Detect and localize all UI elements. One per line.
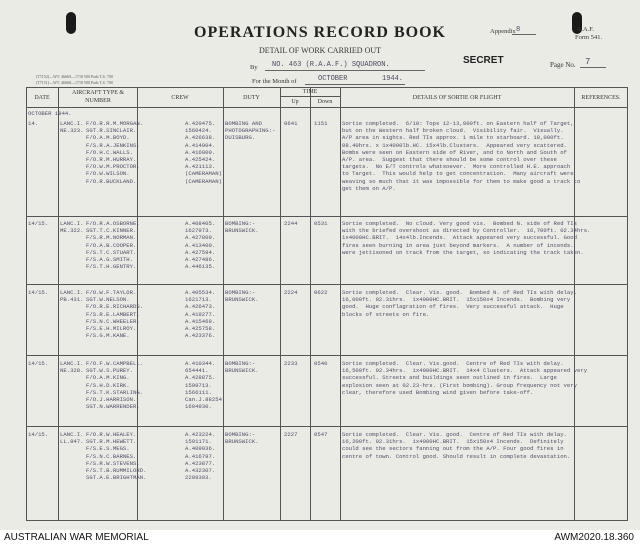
header-references: REFERENCES.: [581, 95, 621, 101]
header-time: TIME: [302, 89, 318, 95]
time-subheader-rule: [280, 96, 340, 97]
month-heading: OCTOBER 1944.: [28, 110, 72, 117]
entry-time-up: 0641: [284, 120, 298, 127]
header-duty: DUTY: [243, 95, 260, 101]
entry-duty: BOMBING:- BRUNSWICK.: [225, 289, 259, 304]
entry-rule-3: [26, 355, 628, 356]
entry-time-down: 0531: [314, 220, 328, 227]
page-underline: [580, 67, 606, 68]
entry-aircraft: LANC.I. NE.323.: [60, 120, 84, 135]
month-value: OCTOBER: [318, 75, 348, 83]
entry-crew: F/O.R.A.OSBORNE. SGT.T.C.KINNER. F/S.R.M.NORMAN. F/O.A.B.COOPER. F/S.T.C.STUART. F/S.A.G.SMITH. F/S.T.H.GENTRY.: [86, 220, 140, 271]
entry-time-up: 2233: [284, 360, 298, 367]
entry-time-up: 2227: [284, 431, 298, 438]
raf-label: R.A.F.: [577, 26, 594, 33]
entry-service-numbers: A.410344. 654441. A.428875. 1599713. 1566111. Can.J.88254. 1604930.: [185, 360, 226, 411]
header-aircraft: AIRCRAFT TYPE & NUMBER: [71, 90, 125, 104]
entry-duty: BOMBING:- BRUNSWICK.: [225, 220, 259, 235]
entry-date: 14/15.: [28, 431, 49, 438]
classification-stamp: SECRET: [463, 55, 504, 66]
entry-crew: F/O.F.W.CAMPBELL. SGT.W.S.PUREY. F/O.A.M.KING. F/S.H.D.KIRK. F/S.T.K.STARLING. F/O.J.HARRISON. SGT.N.WARRENDER.: [86, 360, 144, 411]
entry-crew: F/O.R.R.M.MORGAN. SGT.R.SINCLAIR. F/O.A.M.BOYD. F/S.R.A.JENKINS. F/O.H.C.WALLS. F/O.R.M.HURRAY. F/O.W.M.PROCTOR. F/O.W.WILSON. F/O.R.BUCKLAND.: [86, 120, 144, 185]
entry-aircraft: LANC.I. PB.431.: [60, 289, 84, 304]
archive-credit: AUSTRALIAN WAR MEMORIAL: [4, 532, 149, 543]
page-number: 7: [585, 57, 591, 67]
entry-time-up: 2244: [284, 220, 298, 227]
entry-crew: F/O.W.F.TAYLOR. SGT.W.NELSON. F/O.R.E.RICHARDS. F/S.R.E.LAMBERT. F/S.N.C.WHEELER. F/S.E.H.MILROY. F/S.G.M.KANE.: [86, 289, 144, 340]
document-subtitle: DETAIL OF WORK CARRIED OUT: [258, 46, 382, 55]
form-number: Form 541.: [575, 34, 603, 41]
document-title: OPERATIONS RECORD BOOK: [194, 24, 446, 41]
header-down: Down: [317, 99, 333, 105]
page-label: Page No.: [550, 61, 576, 69]
entry-details: Sortie completed. 6/10: Tops 12-13,000ft. on Eastern half of Target, but on the Western half broken cloud. Visibility fair. Visually. A/P area in sights. Red TIs approx. 1 mile to starboard. 18,000ft. 08.40hrs. x 1x4000lb.HC. 15x4lb.Clusters. Appeared very scattered. Bombs were seen on Eastern side of River, and to North and South of A/P. area. Suggest that there should be some control over these targets. No E/T controls whatsoever. More controlled H.E. approach to Target. This would help to get concentration. Many aircraft were weaving so much that it was impossible for them to make good a track to get them on A/P.: [342, 120, 581, 192]
col-divider-crew: [223, 87, 224, 521]
header-up: Up: [291, 99, 299, 105]
printer-line-1: (T7152)—WT. 46669—1710 500 Pads T.S. 700: [36, 74, 113, 79]
entry-date: 14/15.: [28, 220, 49, 227]
by-label: By: [250, 64, 258, 71]
entry-rule-4: [26, 426, 628, 427]
col-divider-up: [310, 87, 311, 521]
entry-duty: BOMBING:- BRUNSWICK.: [225, 431, 259, 446]
entry-aircraft: LANC.I. NE.328.: [60, 360, 84, 375]
appendix-label: Appendix: [490, 28, 516, 35]
month-underline: [305, 84, 405, 85]
entry-time-down: 0547: [314, 431, 328, 438]
squadron-value: NO. 463 (R.A.A.F.) SQUADRON.: [272, 61, 390, 69]
entry-duty: BOMBING AND PHOTOGRAPHING:- DUISBURG.: [225, 120, 276, 142]
col-divider-down: [340, 87, 341, 521]
entry-crew: F/O.R.W.HEALEY. SGT.R.M.HEWETT. F/S.E.S.MEGS. F/S.N.C.BARNES. F/S.R.W.STEVENS. F/S.T.B.RUMMILORD. SGT.A.E.BRIGHTMAN.: [86, 431, 147, 482]
entry-date: 14/15.: [28, 360, 49, 367]
entry-aircraft: LANC.I. ME.322.: [60, 220, 84, 235]
squadron-underline: [265, 70, 425, 71]
archive-reference: AWM2020.18.360: [554, 532, 634, 543]
entry-service-numbers: A.423224. 1591171. A.409036. A.416797. A.423877. A.432307. 2209393.: [185, 431, 216, 482]
entry-details: Sortie completed. Clear. Vis. good. Centre of Red TIs with delay. 16,200ft. 02.31hrs. 1x4000HC.BRIT. 15x150x4 Incends. Definitely could see the sectors fanning out from the A/P. Four good fires in centre of town. Control good. Should result in complete devastation.: [342, 431, 571, 460]
entry-details: Sortie completed. Clear. Vis. good. Bombed N. of Red TIs with delay. 16,000ft. 02.31hrs. 1x4000HC.BRIT. 15x150x4 Incends. Bombing very good. Huge conflagration of fires. Very successful attack. Huge blocks of streets on fire.: [342, 289, 577, 318]
entry-rule-1: [26, 216, 628, 217]
entry-service-numbers: A.420475. 1560424. A.426638. A.414904. A.416900. A.425424. A.421113. (CAMERAMAN) (CAMERAMAN): [185, 120, 222, 185]
col-divider-date: [58, 87, 59, 521]
entry-details: Sortie completed. Clear. Vis.good. Centre of Red TIs with delay. 16,500ft. 02.34hrs. 1x4000HC.BRIT. 14x4 Clusters. Attack appeared very successful. Streets and buildings seen outlined in fires. Large explosion seen at 02.23-hrs. (First bombing). Group frequency not very clear, therefore used Bombing wind given before take-off.: [342, 360, 588, 396]
header-details: DETAILS OF SORTIE OR FLIGHT: [412, 95, 502, 101]
header-rule: [26, 107, 628, 108]
header-crew: CREW: [171, 95, 189, 101]
entry-time-down: 0622: [314, 289, 328, 296]
entry-details: Sortie completed. No cloud. Very good vis. Bombed N. side of Red TIs with the briefed overshoot as directed by Controller. 16,700ft. 02.34hrs. 1x4000HC.BRIT. 14x4lb.Incends. Attack appeared very successful. Good fires seen burning in area just beyond markers. A number of incends. were jettisoned on track from the target, so indicating the track taken.: [342, 220, 591, 256]
printer-line-2: (T7151)—WT. 46668—1710 500 Pads T.S. 700: [36, 80, 113, 85]
entry-aircraft: LANC.I. LL.847.: [60, 431, 84, 446]
header-date: DATE: [34, 95, 50, 101]
month-label: For the Month of: [252, 78, 297, 85]
appendix-underline: [512, 34, 536, 35]
entry-time-down: 1151: [314, 120, 328, 127]
entry-date: 14/15.: [28, 289, 49, 296]
col-divider-duty: [280, 87, 281, 521]
entry-service-numbers: A.408405. 1627973. A.427809. A.413400. A.427594. A.427486. A.446135.: [185, 220, 216, 271]
appendix-value: 8: [516, 26, 521, 34]
entry-time-up: 2224: [284, 289, 298, 296]
entry-rule-2: [26, 284, 628, 285]
entry-service-numbers: A.405534. 1621713. A.426473. A.419277. A.415469. A.425758. A.423376.: [185, 289, 216, 340]
entry-date: 14.: [28, 120, 39, 127]
entry-time-down: 0540: [314, 360, 328, 367]
entry-duty: BOMBING:- BRUNSWICK.: [225, 360, 259, 375]
year-value: 1944.: [382, 75, 404, 83]
